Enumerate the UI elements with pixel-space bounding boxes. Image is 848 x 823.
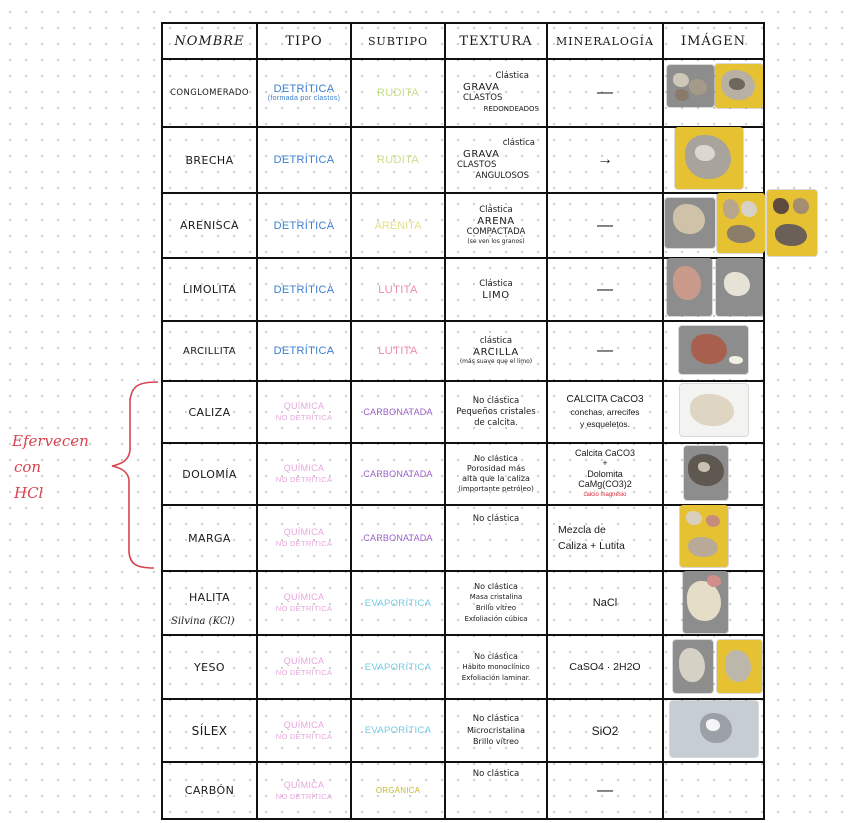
texture-line: Clástica bbox=[479, 205, 513, 215]
rock-subtype: EVAPORÍTICA bbox=[364, 725, 432, 736]
texture-line: COMPACTADA bbox=[466, 227, 526, 237]
rock-type-label-2: NO DETRÍTICA bbox=[275, 668, 333, 677]
side-annotation-line: Efervecen bbox=[12, 432, 89, 450]
texture-line: LIMO bbox=[482, 289, 510, 301]
texture-line: ANGULOSOS bbox=[475, 171, 529, 181]
rock-type: DETRÍTICA bbox=[273, 154, 335, 166]
rock-name: CONGLOMERADO bbox=[170, 88, 249, 98]
rock-name: YESO bbox=[194, 660, 225, 674]
rock-name: ARCILLITA bbox=[182, 345, 237, 357]
rock-name: BRECHA bbox=[185, 153, 234, 167]
rock-subtype: RUDITA bbox=[377, 154, 419, 166]
rock-mineralogy: → bbox=[597, 151, 613, 168]
rock-type-label: QUÍMICA bbox=[283, 463, 325, 473]
rock-type: DETRÍTICA bbox=[273, 283, 335, 296]
rock-subtype: EVAPORÍTICA bbox=[364, 597, 432, 609]
rock-type bbox=[258, 700, 350, 761]
rock-mineralogy: — bbox=[597, 280, 613, 298]
rock-type bbox=[258, 636, 350, 698]
rock-subtype: LUTITA bbox=[378, 283, 418, 296]
rock-photo bbox=[680, 505, 728, 567]
rock-type bbox=[258, 382, 350, 442]
rock-mineralogy: — bbox=[597, 84, 613, 101]
texture-line: alta que la caliza bbox=[462, 474, 530, 483]
texture-line: No clástica bbox=[474, 582, 518, 591]
rock-texture bbox=[446, 506, 546, 570]
mineralogy-note: calcio magnesio bbox=[583, 491, 627, 498]
rock-mineralogy bbox=[548, 444, 662, 504]
rock-type-label-2: NO DETRÍTICA bbox=[275, 731, 333, 741]
rock-photo bbox=[684, 446, 728, 500]
mineralogy-line: conchas, arrecifes bbox=[570, 407, 640, 417]
rock-subtype: ORGÁNICA bbox=[375, 786, 421, 795]
texture-line: CLASTOS bbox=[463, 93, 503, 103]
texture-line: Pequeños cristales bbox=[456, 406, 536, 417]
texture-line: Exfoliación cúbica bbox=[464, 615, 528, 623]
texture-line: No clástica bbox=[472, 714, 520, 724]
texture-line: ARENA bbox=[477, 216, 515, 227]
rock-texture bbox=[446, 763, 546, 818]
texture-line: GRAVA bbox=[463, 149, 500, 160]
rock-photo bbox=[767, 190, 817, 256]
rock-name: LIMOLITA bbox=[182, 283, 237, 296]
texture-line: CLASTOS bbox=[457, 160, 497, 170]
side-annotation-line: con bbox=[14, 458, 42, 476]
texture-line: GRAVA bbox=[463, 82, 500, 93]
rock-type-label-2: NO DETRÍTICA bbox=[275, 413, 333, 422]
rock-photo bbox=[667, 258, 712, 316]
rock-name: CALIZA bbox=[188, 405, 231, 419]
rock-type-note: (formada por clastos) bbox=[267, 95, 341, 102]
rock-type-label: QUÍMICA bbox=[283, 719, 325, 730]
rock-subtype: RUDITA bbox=[377, 87, 419, 99]
rock-mineralogy bbox=[548, 382, 662, 442]
texture-line: Brillo vítreo bbox=[473, 737, 519, 746]
header-subtipo: SUBTIPO bbox=[368, 34, 428, 48]
rock-subtype: ARENITA bbox=[374, 219, 422, 232]
rock-texture bbox=[446, 259, 546, 320]
rock-name: SÍLEX bbox=[191, 723, 228, 738]
rock-type-label: QUÍMICA bbox=[283, 401, 325, 411]
side-annotation bbox=[12, 428, 107, 506]
halita-note: Silvina (KCl) bbox=[171, 616, 235, 627]
rock-type bbox=[258, 506, 350, 570]
header-textura: TEXTURA bbox=[459, 33, 533, 49]
texture-line: Hábito monoclínico bbox=[462, 662, 530, 671]
mineralogy-line: Mezcla de bbox=[558, 524, 606, 536]
rock-mineralogy: — bbox=[597, 781, 613, 799]
rock-photo bbox=[673, 640, 713, 693]
rock-texture bbox=[446, 636, 546, 698]
texture-line: Masa cristalina bbox=[469, 593, 523, 601]
mineralogy-line: Calcita CaCO3 bbox=[574, 447, 636, 458]
rock-type-label-2: NO DETRÍTICA bbox=[275, 791, 333, 801]
rock-texture bbox=[446, 128, 546, 192]
texture-line: Clástica bbox=[479, 278, 513, 289]
rock-mineralogy: — bbox=[597, 342, 613, 359]
texture-line: Microcristalina bbox=[466, 726, 526, 735]
side-annotation-line: HCl bbox=[14, 484, 44, 502]
rock-name: HALITA bbox=[189, 590, 230, 604]
rock-subtype: EVAPORÍTICA bbox=[364, 661, 432, 673]
rock-photo bbox=[670, 701, 758, 757]
texture-line: No clástica bbox=[472, 769, 520, 779]
rock-type bbox=[258, 444, 350, 504]
rock-subtype: LUTITA bbox=[378, 345, 418, 357]
texture-line: Porosidad más bbox=[466, 464, 526, 473]
rock-type-label: QUÍMICA bbox=[283, 592, 325, 602]
rock-mineralogy: SiO2 bbox=[591, 723, 619, 738]
rock-name: CARBÓN bbox=[184, 784, 235, 797]
texture-line: ARCILLA bbox=[473, 347, 519, 358]
texture-line: REDONDEADOS bbox=[483, 105, 539, 113]
header-mineralogia: MINERALOGÍA bbox=[556, 34, 654, 48]
texture-line: Brillo vítreo bbox=[475, 604, 517, 612]
rock-type-label: QUÍMICA bbox=[283, 656, 325, 666]
rock-texture bbox=[446, 444, 546, 504]
rock-type bbox=[258, 572, 350, 634]
texture-line: No clástica bbox=[474, 454, 518, 463]
mineralogy-line: Dolomita bbox=[587, 468, 623, 479]
rock-photo bbox=[680, 384, 748, 436]
texture-line: No clástica bbox=[474, 651, 518, 661]
rock-mineralogy: CaSO4 · 2H2O bbox=[569, 661, 641, 673]
rock-type-label-2: NO DETRÍTICA bbox=[275, 604, 333, 613]
rock-type-label: DETRÍTICA bbox=[273, 83, 335, 95]
rock-texture bbox=[446, 572, 546, 634]
header-imagen: IMÁGEN bbox=[680, 33, 747, 49]
rock-texture bbox=[446, 60, 546, 126]
mineralogy-line: CaMg(CO3)2 bbox=[578, 479, 632, 490]
header-tipo: TIPO bbox=[285, 33, 323, 49]
texture-line: Clástica bbox=[495, 71, 529, 81]
rock-texture bbox=[446, 322, 546, 380]
mineralogy-line: CALCITA CaCO3 bbox=[566, 394, 644, 405]
rock-photo bbox=[717, 640, 762, 693]
rock-name: DOLOMÍA bbox=[182, 467, 237, 481]
texture-line: de calcita. bbox=[474, 417, 518, 428]
mineralogy-line: + bbox=[602, 458, 608, 469]
rock-mineralogy: NaCl bbox=[592, 597, 618, 609]
texture-line: Exfoliación laminar. bbox=[461, 673, 531, 682]
rock-type-label: QUÍMICA bbox=[283, 527, 325, 537]
rock-type-label-2: NO DETRÍTICA bbox=[275, 475, 333, 484]
rock-type-label-2: NO DETRÍTICA bbox=[275, 539, 333, 548]
rock-type-label: QUÍMICA bbox=[283, 779, 325, 790]
rock-subtype: CARBONATADA bbox=[363, 469, 433, 479]
rock-photo bbox=[679, 326, 748, 374]
texture-line: No clástica bbox=[472, 514, 520, 524]
texture-line: (importante petróleo) bbox=[458, 485, 534, 493]
mineralogy-line: y esqueletos. bbox=[579, 419, 631, 429]
rock-photo bbox=[683, 571, 728, 633]
rock-texture bbox=[446, 700, 546, 761]
header-nombre: NOMBRE bbox=[174, 33, 245, 49]
rock-type: DETRÍTICA bbox=[273, 345, 335, 357]
texture-line: (se ven los granos) bbox=[467, 238, 525, 245]
rock-texture bbox=[446, 382, 546, 442]
rock-photo bbox=[667, 65, 714, 107]
rock-type bbox=[258, 763, 350, 818]
texture-line: clástica bbox=[502, 138, 535, 148]
rock-photo bbox=[717, 193, 765, 253]
rock-name: ARENISCA bbox=[180, 219, 239, 232]
rock-subtype: CARBONATADA bbox=[363, 533, 433, 543]
rock-name: MARGA bbox=[188, 531, 231, 545]
texture-line: clástica bbox=[479, 336, 513, 346]
rock-mineralogy: — bbox=[597, 216, 613, 234]
texture-line: No clástica bbox=[472, 395, 520, 406]
rock-texture bbox=[446, 194, 546, 257]
rock-subtype: CARBONATADA bbox=[363, 407, 433, 417]
rock-photo bbox=[715, 64, 763, 108]
rock-type bbox=[258, 60, 350, 126]
texture-line: (más suave que el limo) bbox=[459, 358, 533, 365]
rock-photo bbox=[665, 198, 715, 248]
mineralogy-line: Caliza + Lutita bbox=[558, 540, 625, 552]
rock-mineralogy bbox=[548, 506, 662, 570]
rock-photo bbox=[675, 127, 743, 189]
rock-photo bbox=[716, 258, 763, 316]
curly-brace-icon bbox=[108, 380, 160, 570]
rock-type: DETRÍTICA bbox=[273, 219, 335, 232]
